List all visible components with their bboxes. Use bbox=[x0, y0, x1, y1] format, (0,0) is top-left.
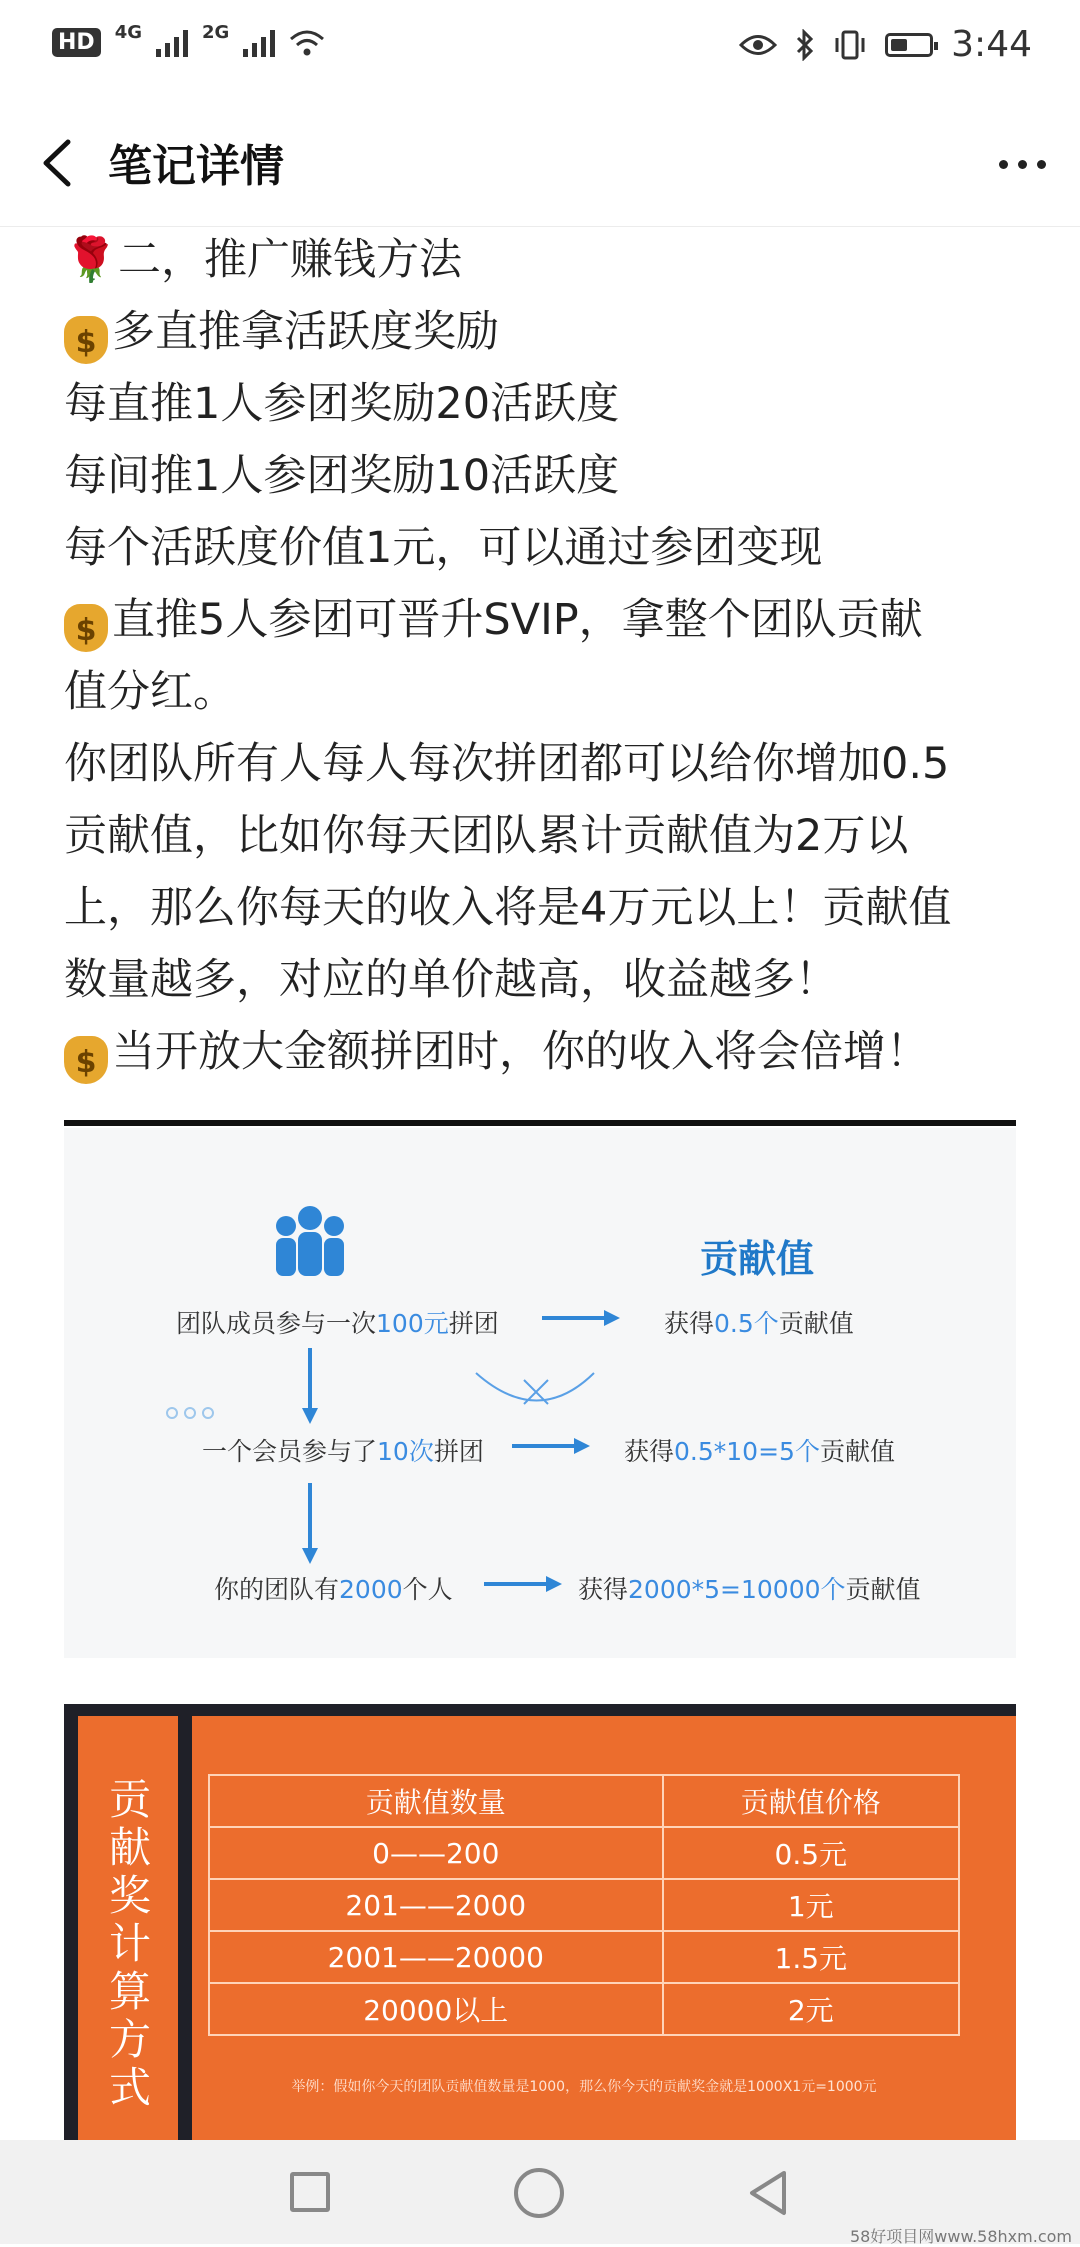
table-row: 2001——20000 1.5元 bbox=[209, 1931, 959, 1983]
page-title: 笔记详情 bbox=[108, 141, 284, 192]
network-2g-label: 2G bbox=[202, 22, 230, 43]
table-example-note: 举例：假如你今天的团队贡献值数量是1000，那么你今天的贡献奖金就是1000X1元=1000元 bbox=[291, 2079, 877, 2095]
status-right bbox=[739, 24, 1032, 65]
team-people-icon bbox=[276, 1206, 344, 1276]
back-triangle-icon[interactable] bbox=[744, 2168, 792, 2218]
diagram-title: 贡献值 bbox=[700, 1237, 815, 1281]
eye-icon bbox=[739, 32, 777, 58]
hd-badge: HD bbox=[52, 28, 101, 57]
back-arrow-icon[interactable] bbox=[36, 136, 86, 190]
note-line: 🌹二，推广赚钱方法 bbox=[64, 224, 1024, 296]
multiply-icon bbox=[476, 1373, 594, 1404]
status-bar bbox=[0, 0, 1080, 100]
column-header: 贡献值价格 bbox=[663, 1775, 959, 1827]
money-bag-icon: $ bbox=[64, 316, 108, 364]
bluetooth-icon bbox=[795, 29, 815, 61]
battery-fill bbox=[891, 39, 907, 51]
system-nav-bar bbox=[0, 2140, 1080, 2244]
money-bag-icon: $ bbox=[64, 1036, 108, 1084]
diagram-row1-left: 团队成员参与一次100元拼团 bbox=[176, 1309, 499, 1338]
note-line: $ 当开放大金额拼团时，你的收入将会倍增！ bbox=[64, 1016, 1024, 1088]
signal-icon-2 bbox=[243, 29, 275, 57]
status-left bbox=[52, 22, 325, 57]
note-line: $ 直推5人参团可晋升SVIP，拿整个团队贡献 bbox=[64, 584, 1024, 656]
note-line: 你团队所有人每人每次拼团都可以给你增加0.5 bbox=[64, 739, 950, 789]
battery-icon bbox=[885, 33, 933, 57]
wifi-icon bbox=[289, 29, 325, 57]
note-line: 每个活跃度价值1元，可以通过参团变现 bbox=[64, 523, 823, 573]
app-header bbox=[0, 100, 1080, 227]
diagram-row2-right: 获得0.5*10=5个贡献值 bbox=[624, 1437, 895, 1466]
table-side-title: 贡献奖计算方式 bbox=[108, 1775, 151, 2112]
diagram-row3-right: 获得2000*5=10000个贡献值 bbox=[578, 1575, 921, 1604]
table-row: 20000以上 2元 bbox=[209, 1983, 959, 2035]
signal-icon bbox=[156, 29, 188, 57]
table-row: 0——200 0.5元 bbox=[209, 1827, 959, 1879]
clock: 3:44 bbox=[951, 24, 1032, 65]
column-header: 贡献值数量 bbox=[209, 1775, 663, 1827]
watermark: 58好项目网www.58hxm.com bbox=[849, 2227, 1072, 2246]
rose-icon: 🌹 bbox=[64, 235, 118, 285]
diagram-row3-left: 你的团队有2000个人 bbox=[214, 1575, 453, 1604]
note-line: 每间推1人参团奖励10活跃度 bbox=[64, 451, 620, 501]
recent-apps-icon[interactable] bbox=[290, 2172, 330, 2212]
money-bag-icon: $ bbox=[64, 604, 108, 652]
note-line: 上，那么你每天的收入将是4万元以上！贡献值 bbox=[64, 883, 952, 933]
vibrate-icon bbox=[833, 29, 867, 61]
table-header-row bbox=[209, 1775, 959, 1827]
note-line: $ 多直推拿活跃度奖励 bbox=[64, 296, 1024, 368]
more-options-icon[interactable] bbox=[999, 160, 1046, 169]
content-divider bbox=[64, 1120, 1016, 1126]
network-4g-label: 4G bbox=[114, 22, 142, 43]
note-line: 值分红。 bbox=[64, 667, 236, 717]
note-line: 数量越多，对应的单价越高，收益越多！ bbox=[64, 955, 838, 1005]
diagram-row1-right: 获得0.5个贡献值 bbox=[664, 1309, 854, 1338]
contribution-price-table-image[interactable] bbox=[64, 1704, 1016, 2140]
note-line: 贡献值，比如你每天团队累计贡献值为2万以 bbox=[64, 811, 909, 861]
table-row: 201——2000 1元 bbox=[209, 1879, 959, 1931]
note-line: 每直推1人参团奖励20活跃度 bbox=[64, 379, 620, 429]
note-body bbox=[64, 224, 1024, 1088]
price-table bbox=[208, 1774, 960, 2036]
home-icon[interactable] bbox=[514, 2168, 564, 2218]
diagram-row2-left: 一个会员参与了10次拼团 bbox=[202, 1437, 484, 1466]
contribution-diagram-image[interactable] bbox=[64, 1128, 1016, 1658]
table-side-panel bbox=[78, 1716, 178, 2140]
